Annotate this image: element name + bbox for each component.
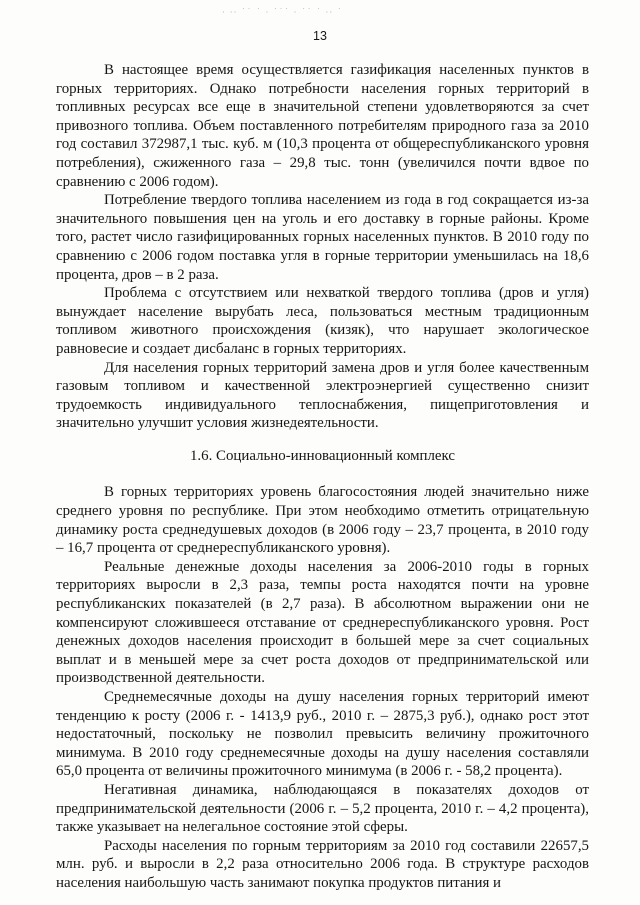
paragraph-solid-fuel: Потребление твердого топлива населением из года в год сокращается из-за значительного повышения цен на уголь и его доставку в горные районы. Кроме того, растет число газифицированных горных населенных пунктов. В 2010 году по сравнению с 2006 годом поставка угля в горные территории уменьшилась на 18,6 процента, дров – в 2 раза. xyxy=(56,192,589,283)
document-body xyxy=(56,61,589,893)
scan-artifact-marks: · ·· ˙˙ ˙ · ˙˙˙ · ˙˙ ˙ ·· ˙ xyxy=(222,8,343,18)
paragraph-expenses: Расходы населения по горным территориям за 2010 год составили 22657,5 млн. руб. и выросли в 2,2 раза относительно 2006 года. В структуре расходов населения наибольшую часть занимают покупка продуктов питания и xyxy=(56,837,589,891)
page-number: 13 xyxy=(313,29,327,43)
paragraph-gas-replacement: Для населения горных территорий замена дров и угля более качественным газовым топливом и качественной электроэнергией существенно снизит трудоемкость индивидуального теплоснабжения, пищеприготовления и значительно улучшит условия жизнедеятельности. xyxy=(56,359,589,432)
paragraph-real-income: Реальные денежные доходы населения за 2006-2010 годы в горных территориях выросли в 2,3 раза, темпы роста находятся почти на уровне республиканских показателей (в 2,7 раза). В абсолютном выражении они не компенсируют сложившееся отставание от среднереспубликанского уровня. Рост денежных доходов населения происходит в большей мере за счет социальных выплат и в меньшей мере за счет роста доходов от предпринимательской или производственной деятельности. xyxy=(56,558,589,687)
section-heading: 1.6. Социально-инновационный комплекс xyxy=(189,447,456,464)
paragraph-fuel-shortage: Проблема с отсутствием или нехваткой твердого топлива (дров и угля) вынуждает население вырубать леса, пользоваться местным традиционным топливом животного происхождения (кизяк), что нарушает экологическое равновесие и создает дисбаланс в горных территориях. xyxy=(56,285,589,357)
paragraph-gasification: В настоящее время осуществляется газификация населенных пунктов в горных территориях. Однако потребности населения горных территорий в топливных ресурсах все еще в значительной степени удовлетворяются за счет привозного топлива. Объем поставленного потребителям природного газа за 2010 год составил 372987,1 тыс. куб. м (10,3 процента от общереспубликанского уровня потребления), сжиженного газа – 29,8 тыс. тонн (увеличился почти вдвое по сравнению с 2006 годом). xyxy=(56,62,589,190)
paragraph-per-capita-income: Среднемесячные доходы на душу населения горных территорий имеют тенденцию к росту (2006 г. - 1413,9 руб., 2010 г. – 2875,3 руб.), однако рост этот недостаточный, поскольку не позволил превысить величину прожиточного минимума. В 2010 году среднемесячные доходы на душу населения составляли 65,0 процента от величины прожиточного минимума (в 2006 г. - 58,2 процента). xyxy=(56,689,589,780)
paragraph-negative-dynamics: Негативная динамика, наблюдающаяся в показателях доходов от предпринимательской деятельности (2006 г. – 5,2 процента, 2010 г. – 4,2 процента), также указывает на нелегальное состояние этой сферы. xyxy=(56,781,589,836)
paragraph-welfare-level: В горных территориях уровень благосостояния людей значительно ниже среднего уровня по республике. При этом необходимо отметить отрицательную динамику роста среднедушевых доходов (в 2006 году – 23,7 процента, в 2010 году – 16,7 процента от среднереспубликанского уровня). xyxy=(56,484,589,557)
